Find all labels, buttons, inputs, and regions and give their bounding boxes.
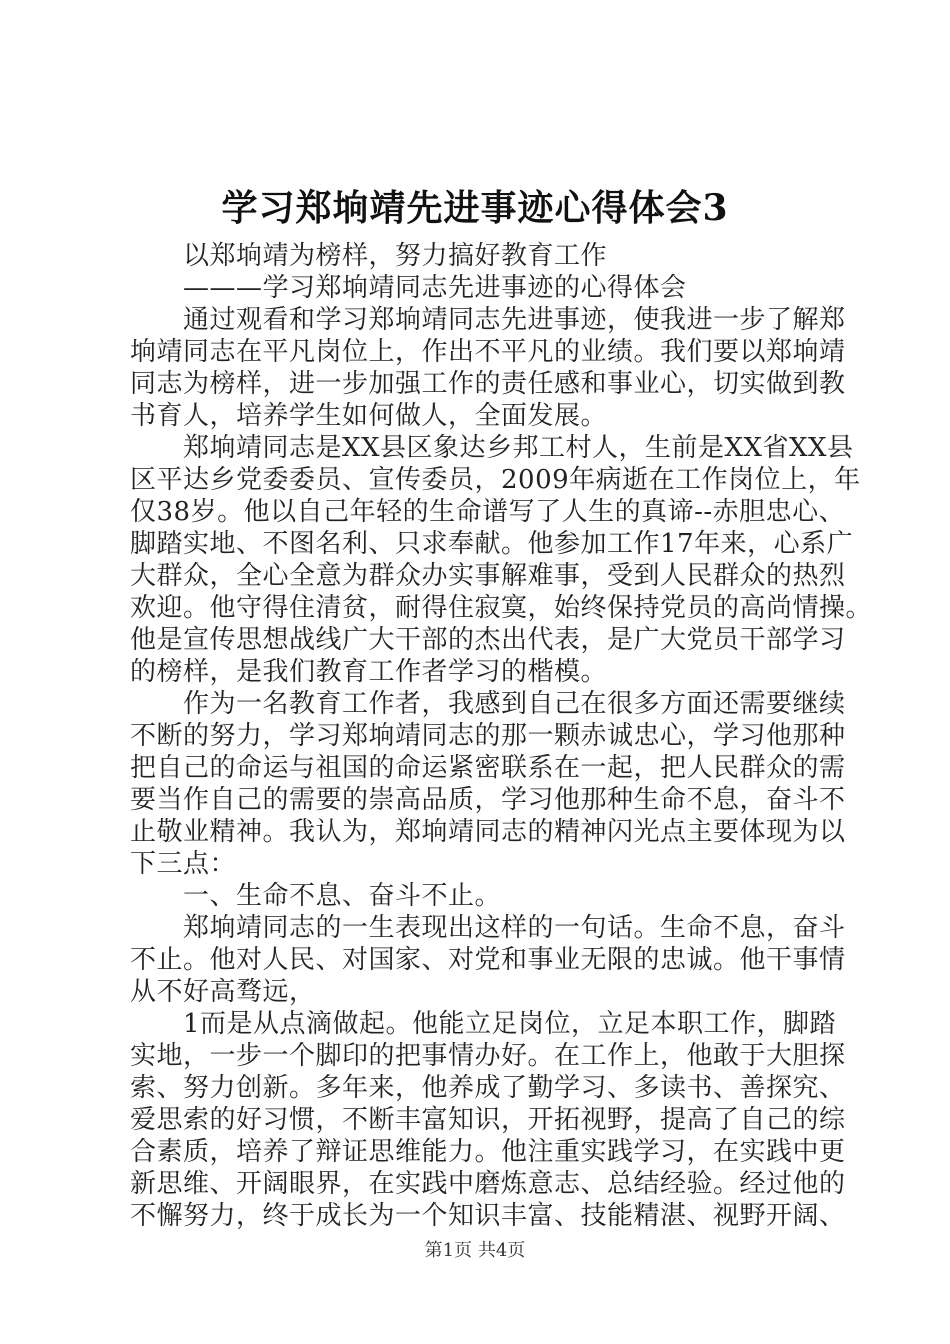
document-title: 学习郑垧靖先进事迹心得体会3	[221, 187, 729, 229]
text-line: 止敬业精神。我认为，郑垧靖同志的精神闪光点主要体现为以	[130, 817, 846, 847]
text-line: 把自己的命运与祖国的命运紧密联系在一起，把人民群众的需	[130, 753, 846, 783]
page-footer: 第1页 共4页	[424, 1240, 526, 1261]
text-line: 不懈努力，终于成长为一个知识丰富、技能精湛、视野开阔、	[130, 1201, 846, 1231]
text-line: 脚踏实地、不图名利、只求奉献。他参加工作17年来，心系广	[130, 529, 854, 559]
text-line: 他是宣传思想战线广大干部的杰出代表，是广大党员干部学习	[130, 625, 846, 655]
text-line: 不止。他对人民、对国家、对党和事业无限的忠诚。他干事情	[130, 945, 846, 975]
text-line: 同志为榜样，进一步加强工作的责任感和事业心，切实做到教	[130, 369, 846, 399]
text-line: 郑垧靖同志的一生表现出这样的一句话。生命不息，奋斗	[130, 913, 846, 943]
text-line: 一、生命不息、奋斗不止。	[130, 881, 502, 911]
text-line: 垧靖同志在平凡岗位上，作出不平凡的业绩。我们要以郑垧靖	[130, 337, 846, 367]
text-line: 新思维、开阔眼界，在实践中磨炼意志、总结经验。经过他的	[130, 1169, 846, 1199]
text-line: 区平达乡党委委员、宣传委员，2009年病逝在工作岗位上，年	[130, 465, 861, 495]
document-body	[130, 240, 873, 1232]
text-line: 欢迎。他守得住清贫，耐得住寂寞，始终保持党员的高尚情操。	[130, 593, 873, 623]
text-line: 1而是从点滴做起。他能立足岗位，立足本职工作，脚踏	[130, 1009, 837, 1039]
text-line: 合素质，培养了辩证思维能力。他注重实践学习，在实践中更	[130, 1137, 846, 1167]
text-line: 的榜样，是我们教育工作者学习的楷模。	[130, 657, 608, 687]
text-line: 书育人，培养学生如何做人，全面发展。	[130, 401, 608, 431]
text-line: 通过观看和学习郑垧靖同志先进事迹，使我进一步了解郑	[130, 305, 846, 335]
text-line: 以郑垧靖为榜样，努力搞好教育工作	[130, 241, 608, 271]
text-line: 仅38岁。他以自己年轻的生命谱写了人生的真谛--赤胆忠心、	[130, 497, 846, 527]
text-line: 不断的努力，学习郑垧靖同志的那一颗赤诚忠心，学习他那种	[130, 721, 846, 751]
text-line: 索、努力创新。多年来，他养成了勤学习、多读书、善探究、	[130, 1073, 846, 1103]
text-line: 下三点：	[130, 849, 237, 879]
text-line: 大群众，全心全意为群众办实事解难事，受到人民群众的热烈	[130, 561, 846, 591]
text-line: 要当作自己的需要的崇高品质，学习他那种生命不息，奋斗不	[130, 785, 846, 815]
text-line: 作为一名教育工作者，我感到自己在很多方面还需要继续	[130, 689, 846, 719]
text-line: 爱思索的好习惯，不断丰富知识，开拓视野，提高了自己的综	[130, 1105, 846, 1135]
text-line: 实地，一步一个脚印的把事情办好。在工作上，他敢于大胆探	[130, 1041, 846, 1071]
text-line: 郑垧靖同志是XX县区象达乡邦工村人，生前是XX省XX县	[130, 433, 854, 463]
text-line: 从不好高骛远，	[130, 977, 316, 1007]
text-line: ———学习郑垧靖同志先进事迹的心得体会	[130, 273, 687, 303]
